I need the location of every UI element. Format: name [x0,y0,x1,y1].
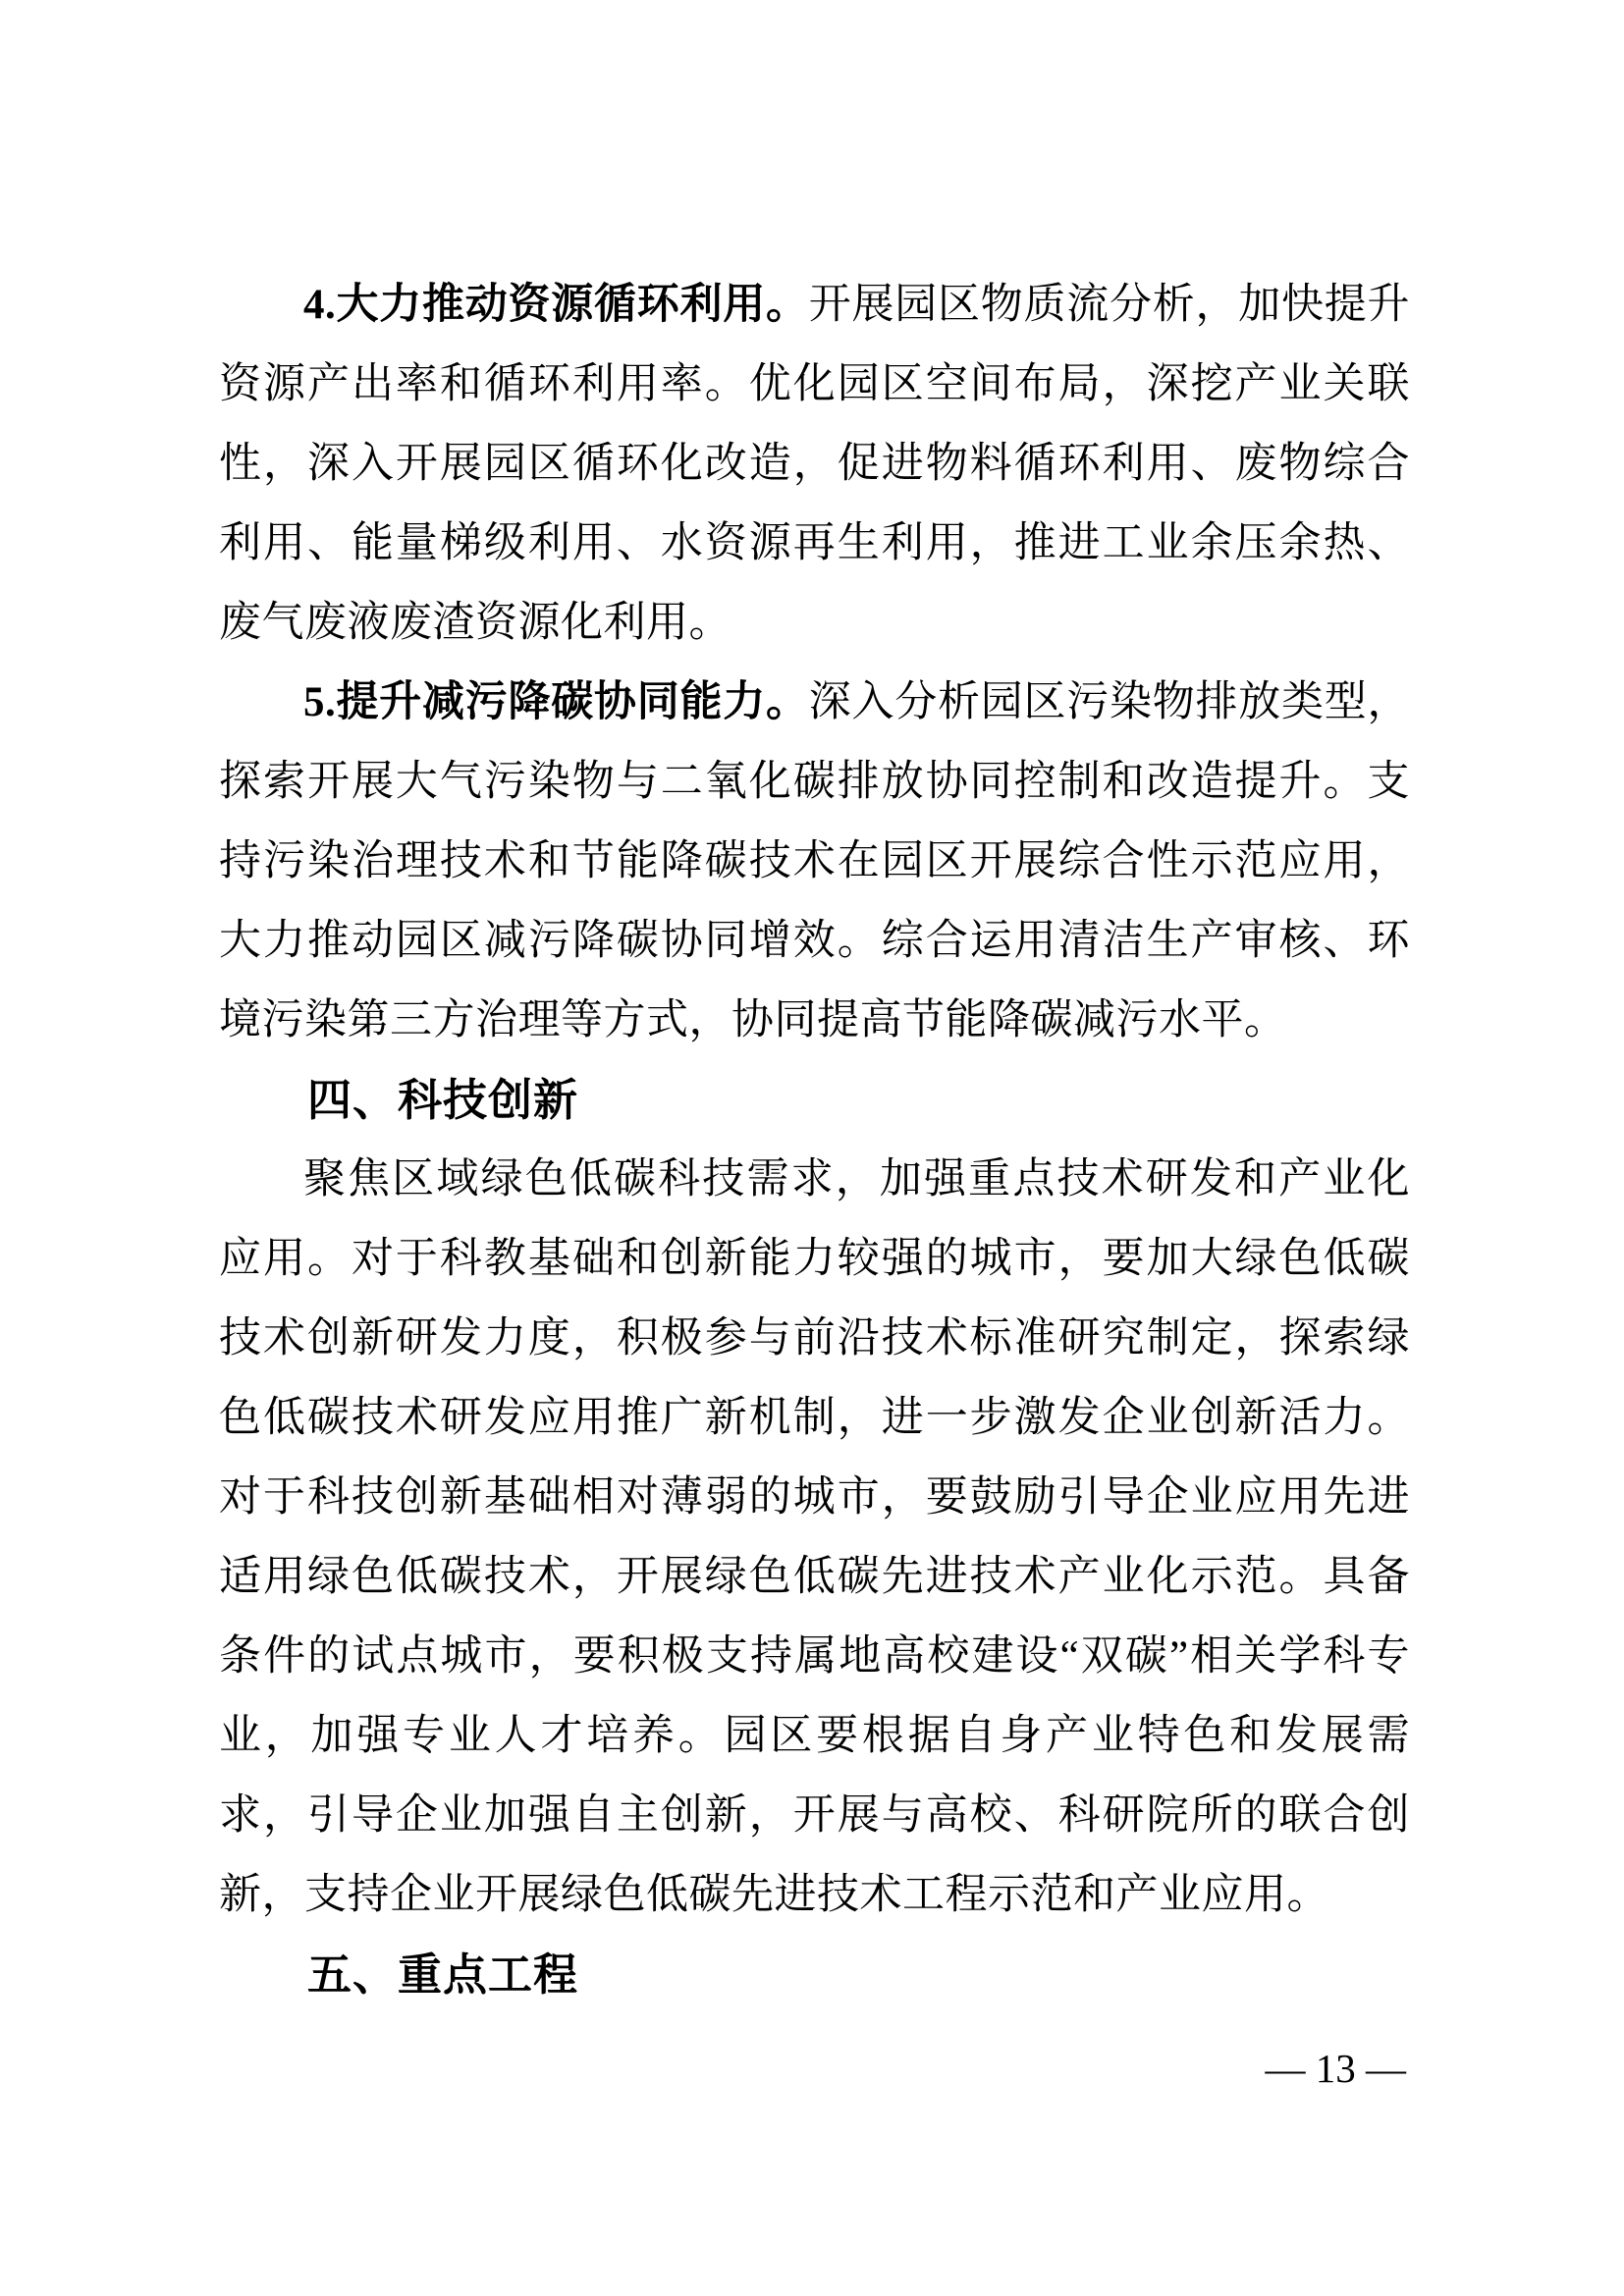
paragraph-pollution-carbon-synergy [219,663,1410,1060]
page-number: — 13 — [1265,2046,1406,2091]
document-body [219,265,1410,2014]
paragraph-resource-recycling-text: 开展园区物质流分析，加快提升资源产出率和循环利用率。优化园区空间布局，深挖产业关联性，深入开展园区循环化改造，促进物料循环利用、废物综合利用、能量梯级利用、水资源再生利用，推进工业余压余热、废气废液废渣资源化利用。 [219,282,1410,646]
paragraph-pollution-carbon-synergy-lead: 5.提升减污降碳协同能力。 [303,679,809,725]
paragraph-science-tech-innovation-text: 聚焦区域绿色低碳科技需求，加强重点技术研发和产业化应用。对于科教基础和创新能力较强的城市，要加大绿色低碳技术创新研发力度，积极参与前沿技术标准研究制定，探索绿色低碳技术研发应用推广新机制，进一步激发企业创新活力。对于科技创新基础相对薄弱的城市，要鼓励引导企业应用先进适用绿色低碳技术，开展绿色低碳先进技术产业化示范。具备条件的试点城市，要积极支持属地高校建设“双碳”相关学科专业，加强专业人才培养。园区要根据自身产业特色和发展需求，引导企业加强自主创新，开展与高校、科研院所的联合创新，支持企业开展绿色低碳先进技术工程示范和产业应用。 [219,1156,1410,1918]
paragraph-resource-recycling-lead: 4.大力推动资源循环利用。 [303,282,809,328]
paragraph-resource-recycling [219,265,1410,663]
paragraph-pollution-carbon-synergy-text: 深入分析园区污染物排放类型，探索开展大气污染物与二氧化碳排放协同控制和改造提升。支持污染治理技术和节能降碳技术在园区开展综合性示范应用，大力推动园区减污降碳协同增效。综合运用清洁生产审核、环境污染第三方治理等方式，协同提高节能降碳减污水平。 [219,679,1410,1043]
section-heading-key-projects: 五、重点工程 [307,1949,579,2000]
paragraph-science-tech-innovation [219,1140,1410,1935]
section-heading-science-tech-innovation: 四、科技创新 [307,1075,579,1125]
